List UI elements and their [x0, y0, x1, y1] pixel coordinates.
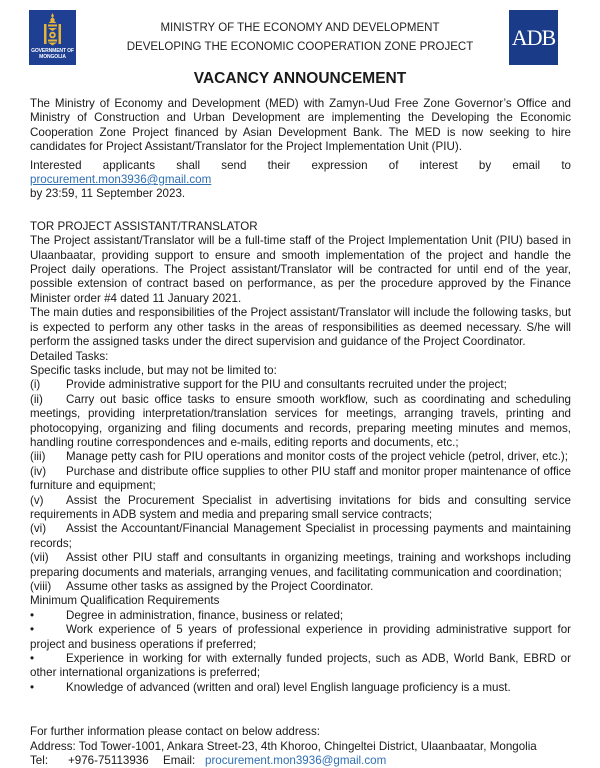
- bullet-icon: •: [30, 608, 35, 622]
- bullet-icon: •: [30, 652, 35, 666]
- intro-paragraph: The Ministry of Economy and Development (MED) with Zamyn-Uud Free Zone Governor’s Office and Ministry of Construction and Urban Development are implementing the Developing the Economic Cooperation Zone Project financed by Asian Development Bank. The MED is now seeking to hire candidates for Project Assistant/Translator for the Project Implementation Unit (PIU).: [30, 97, 571, 154]
- qualification-item: • Experience in working for with externally funded projects, such as ADB, World Bank, EBRD or other international organizations is preferred;: [30, 652, 571, 680]
- apply-text: Interested applicants shall send their expression of interest by email to: [30, 158, 571, 172]
- contact-intro: For further information please contact on below address:: [30, 725, 320, 739]
- task-item: (vii) Assist other PIU staff and consultants in organizing meetings, training and workshops including preparing documents and materials, arranging venues, and facilitating communication and coordination;: [30, 551, 571, 579]
- deadline-text: by 23:59, 11 September 2023.: [30, 187, 186, 201]
- min-qualification-heading: Minimum Qualification Requirements: [30, 594, 220, 608]
- tel-value: +976-75113936: [68, 754, 149, 768]
- application-email-link[interactable]: procurement.mon3936@gmail.com: [30, 173, 212, 187]
- government-of-mongolia-logo: [29, 10, 76, 65]
- qualification-item: • Knowledge of advanced (written and oral) level English language proficiency is a must.: [30, 680, 511, 694]
- task-item: (vi) Assist the Accountant/Financial Management Specialist in processing payments and maintaining records;: [30, 522, 571, 550]
- tel-label: Tel:: [30, 754, 49, 768]
- task-item: (i) Provide administrative support for the PIU and consultants recruited under the project;: [30, 378, 507, 392]
- page-title: VACANCY ANNOUNCEMENT: [193, 70, 407, 87]
- task-item: (iii) Manage petty cash for PIU operations and monitor costs of the project vehicle (petrol, driver, etc.);: [30, 450, 568, 464]
- task-item: (ii) Carry out basic office tasks to ensure smooth workflow, such as coordinating and scheduling meetings, providing interpretation/translation services for meetings, arranging travels, printing and photocopying, organizing and filing documents and records, preparing meeting minutes and memos, handling routine correspondences and e-mails, editing reports and documents, etc.;: [30, 392, 571, 449]
- contact-address: Address: Tod Tower-1001, Ankara Street-23, 4th Khoroo, Chingeltei District, Ulaanbaatar, Mongolia: [30, 739, 537, 753]
- government-of-mongolia-label: GOVERNMENT OF MONGOLIA: [31, 48, 74, 60]
- contact-tel-email-row: [30, 754, 571, 768]
- tor-paragraph-2: The main duties and responsibilities of the Project assistant/Translator will include the following tasks, but is expected to perform any other tasks in the areas of responsibilities as deemed necessary. S/he will perform the assigned tasks under the direct supervision and guidance of the Project Coordinator.: [30, 306, 571, 349]
- project-heading: DEVELOPING THE ECONOMIC COOPERATION ZONE PROJECT: [126, 41, 474, 53]
- email-label: Email:: [163, 754, 196, 768]
- ministry-heading: MINISTRY OF THE ECONOMY AND DEVELOPMENT: [160, 22, 440, 34]
- qualification-item: • Degree in administration, finance, business or related;: [30, 608, 344, 622]
- detailed-tasks-label: Detailed Tasks:: [30, 349, 109, 363]
- document-body: [30, 97, 571, 768]
- adb-logo-text: ADB: [511, 24, 556, 50]
- tor-paragraph-1: The Project assistant/Translator will be a full-time staff of the Project Implementation Unit (PIU) based in Ulaanbaatar, providing support to ensure and smooth implementation of the project and handle the Project daily operations. The Project assistant/Translator will be contracted for until end of the year, possible extension of contract based on performance, as per the procedure approved by the Finance Minister order #4 dated 11 January 2021.: [30, 234, 571, 305]
- adb-logo: [509, 10, 558, 65]
- qualification-item: • Work experience of 5 years of professional experience in providing administrative support for project and business operations if preferred;: [30, 623, 571, 651]
- tor-heading: TOR PROJECT ASSISTANT/TRANSLATOR: [30, 219, 258, 233]
- contact-email-link[interactable]: procurement.mon3936@gmail.com: [205, 754, 387, 768]
- task-item: (viii) Assume other tasks as assigned by the Project Coordinator.: [30, 580, 374, 593]
- bullet-icon: •: [30, 680, 35, 694]
- bullet-icon: •: [30, 623, 35, 637]
- application-instructions: [30, 159, 571, 202]
- specific-tasks-label: Specific tasks include, but may not be limited to:: [30, 363, 277, 377]
- task-item: (iv) Purchase and distribute office supplies to other PIU staff and monitor proper maintenance of office furniture and equipment;: [30, 464, 571, 493]
- task-list: [30, 378, 571, 594]
- task-item: (v) Assist the Procurement Specialist in advertising invitations for bids and consulting service requirements in ADB system and media and preparing small service contracts;: [30, 493, 571, 521]
- qualification-list: [30, 609, 571, 695]
